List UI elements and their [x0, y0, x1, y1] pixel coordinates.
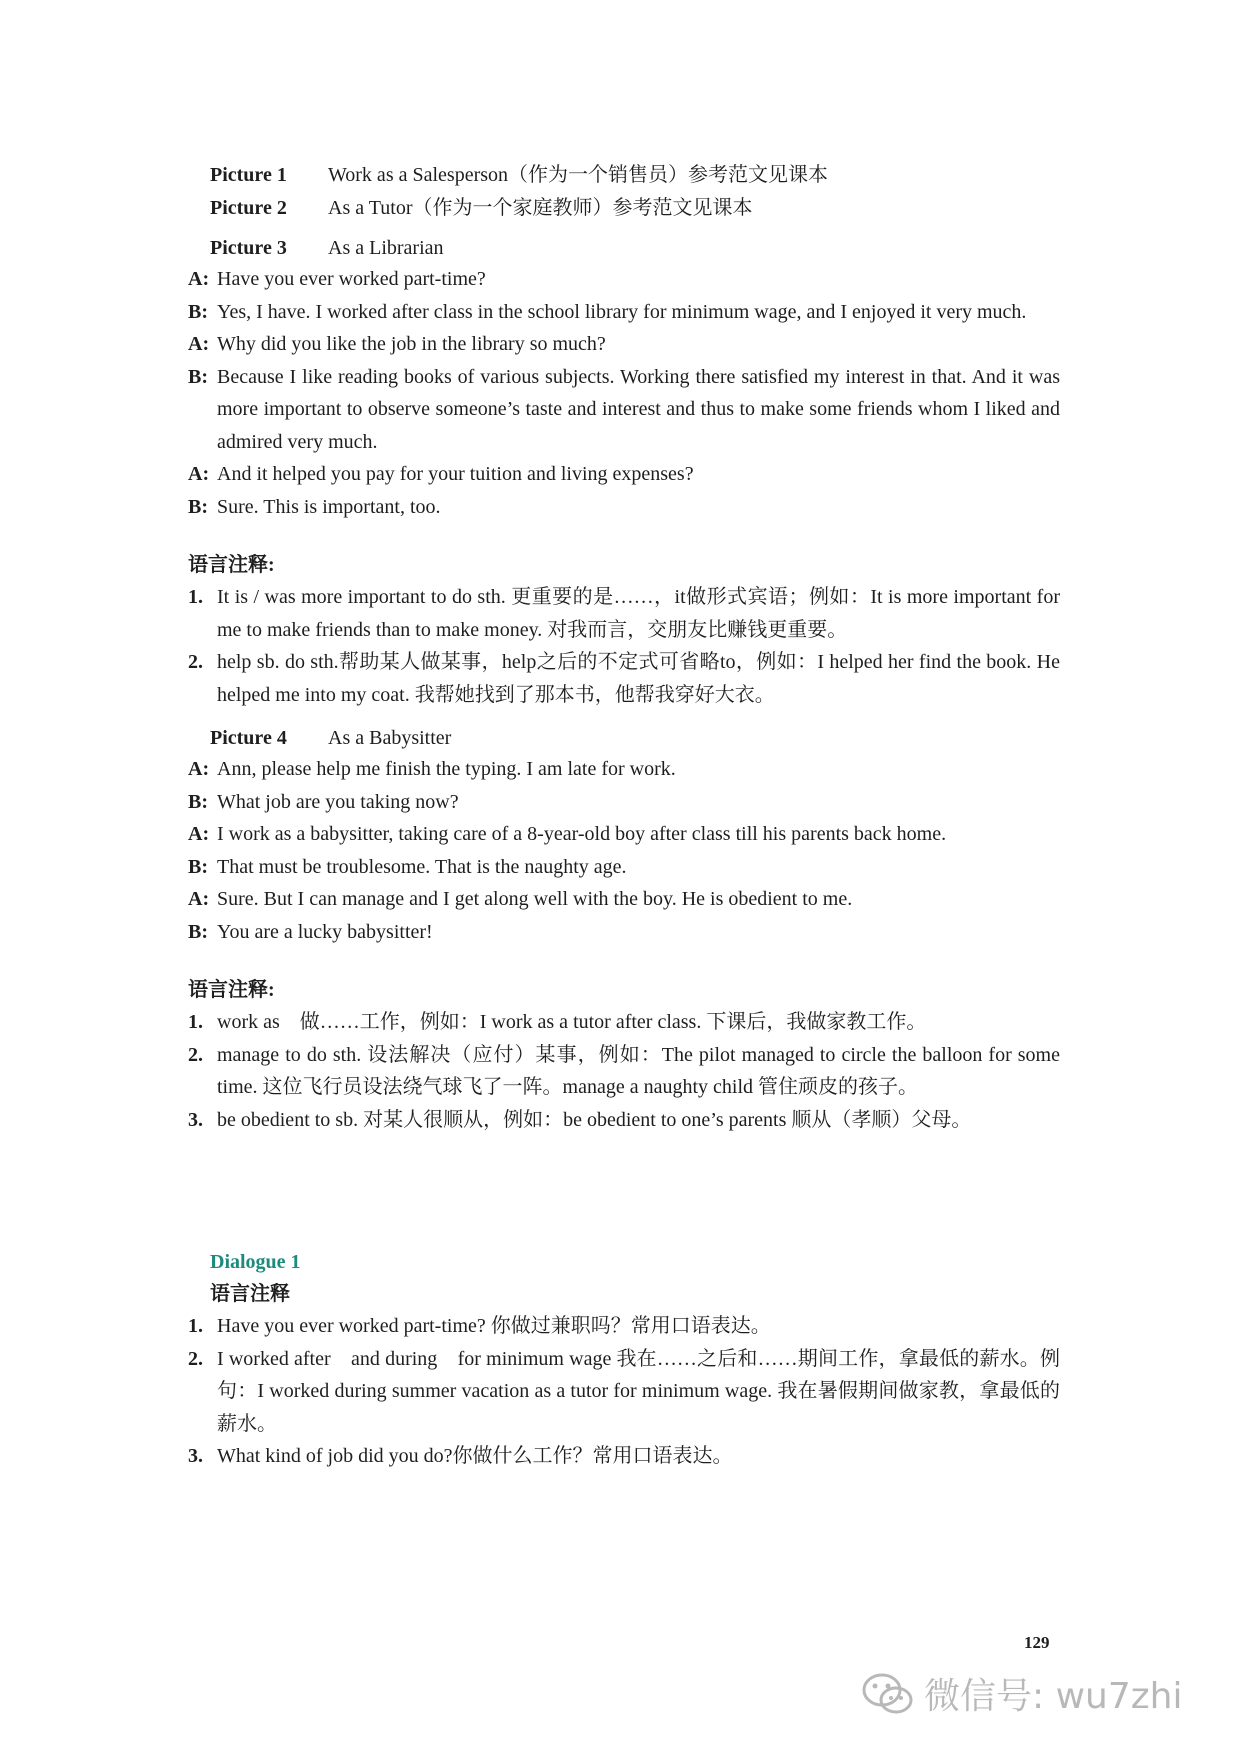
- note-text: work as 做……工作，例如：I work as a tutor after class. 下课后，我做家教工作。: [217, 1011, 927, 1033]
- note-number: 2.: [188, 1043, 203, 1066]
- picture-heading: [210, 193, 1060, 223]
- picture-heading: [210, 160, 1060, 190]
- note-item: [188, 1310, 1060, 1343]
- dialogue-line: [188, 296, 1060, 329]
- note-number: 1.: [188, 1315, 203, 1337]
- picture-label: Picture 2: [210, 197, 287, 219]
- note-number: 3.: [188, 1445, 203, 1467]
- language-notes: [188, 581, 1060, 711]
- picture-heading: [210, 723, 1060, 753]
- speaker: B:: [188, 365, 208, 388]
- note-text: manage to do sth. 设法解决（应付）某事，例如：The pilot managed to circle the balloon for some time. 这位飞行员设法绕气球飞了一阵。manage a naughty child 管住顽皮的孩子。: [217, 1043, 1060, 1098]
- utterance: Yes, I have. I worked after class in the school library for minimum wage, and I enjoyed it very much.: [217, 300, 1027, 323]
- watermark-text: 微信号: wu7zhi: [924, 1676, 1183, 1717]
- note-item: [188, 581, 1060, 646]
- dialogue-line: [188, 263, 1060, 296]
- picture-label: Picture 3: [210, 237, 287, 259]
- utterance: What job are you taking now?: [217, 790, 459, 813]
- dialogue-line: [188, 361, 1060, 459]
- note-text: It is / was more important to do sth. 更重要的是……，it做形式宾语；例如：It is more important for me to make friends than to make money. 对我而言，交朋友比赚钱更重要。: [217, 586, 1060, 641]
- note-text: help sb. do sth.帮助某人做某事，help之后的不定式可省略to，例如：I helped her find the book. He helped me into my coat. 我帮她找到了那本书，他帮我穿好大衣。: [217, 651, 1060, 706]
- note-item: [188, 1440, 1060, 1473]
- dialogue-babysitter: [188, 753, 1060, 948]
- dialogue-line: [188, 786, 1060, 819]
- speaker: B:: [188, 790, 208, 813]
- speaker: A:: [188, 888, 210, 910]
- speaker: A:: [188, 463, 210, 485]
- speaker: A:: [188, 823, 210, 845]
- picture-title: Work as a Salesperson（作为一个销售员）参考范文见课本: [328, 164, 829, 186]
- page-content: [188, 160, 1060, 1473]
- utterance: Because I like reading books of various subjects. Working there satisfied my interest in that. And it was more important to observe someone’s taste and interest and thus to make some friends whom I liked and admired very much.: [217, 365, 1060, 453]
- utterance: You are a lucky babysitter!: [217, 920, 433, 943]
- picture-title: As a Babysitter: [328, 727, 452, 749]
- dialogue-line: [188, 491, 1060, 524]
- note-item: [188, 1006, 1060, 1039]
- speaker: A:: [188, 268, 210, 290]
- picture-title: As a Tutor（作为一个家庭教师）参考范文见课本: [328, 197, 753, 219]
- utterance: Sure. This is important, too.: [217, 495, 441, 518]
- note-number: 2.: [188, 651, 203, 673]
- picture-title: As a Librarian: [328, 237, 444, 259]
- utterance: That must be troublesome. That is the naughty age.: [217, 855, 627, 878]
- dialogue-line: [188, 851, 1060, 884]
- picture-heading: [210, 233, 1060, 263]
- dialogue-line: [188, 916, 1060, 949]
- note-number: 1.: [188, 1011, 203, 1033]
- dialogue-line: [188, 818, 1060, 851]
- speaker: A:: [188, 758, 210, 780]
- note-text: I worked after and during for minimum wage 我在……之后和……期间工作，拿最低的薪水。例句：I worked during summer vacation as a tutor for minimum wage. 我在暑假期间做家教，拿最低的薪水。: [217, 1347, 1060, 1435]
- note-number: 1.: [188, 586, 203, 608]
- picture-label: Picture 4: [210, 727, 287, 749]
- note-text: be obedient to sb. 对某人很顺从，例如：be obedient to one’s parents 顺从（孝顺）父母。: [217, 1108, 972, 1131]
- utterance: Ann, please help me finish the typing. I am late for work.: [217, 758, 676, 780]
- note-item: [188, 1343, 1060, 1441]
- utterance: Have you ever worked part-time?: [217, 268, 486, 290]
- speaker: A:: [188, 333, 210, 355]
- dialogue-line: [188, 458, 1060, 491]
- dialogue-heading: Dialogue 1: [210, 1251, 301, 1273]
- note-text: Have you ever worked part-time? 你做过兼职吗？常用口语表达。: [217, 1315, 771, 1337]
- page-number: 129: [1024, 1633, 1050, 1652]
- dialogue-line: [188, 328, 1060, 361]
- wechat-icon: [860, 1671, 916, 1717]
- note-text: What kind of job did you do?你做什么工作？常用口语表达。: [217, 1445, 733, 1467]
- note-item: [188, 1104, 1060, 1137]
- dialogue-notes: [188, 1310, 1060, 1473]
- dialogue-line: [188, 753, 1060, 786]
- utterance: And it helped you pay for your tuition and living expenses?: [217, 463, 694, 485]
- utterance: Why did you like the job in the library so much?: [217, 333, 606, 355]
- speaker: B:: [188, 300, 208, 323]
- note-number: 3.: [188, 1108, 203, 1131]
- utterance: Sure. But I can manage and I get along well with the boy. He is obedient to me.: [217, 888, 853, 910]
- dialogue-line: [188, 883, 1060, 916]
- notes-heading: 语言注释:: [188, 979, 275, 1001]
- utterance: I work as a babysitter, taking care of a 8-year-old boy after class till his parents back home.: [217, 823, 947, 845]
- speaker: B:: [188, 920, 208, 943]
- picture-label: Picture 1: [210, 164, 287, 186]
- speaker: B:: [188, 495, 208, 518]
- notes-subheading: 语言注释: [210, 1283, 290, 1305]
- watermark: [860, 1668, 1182, 1719]
- dialogue-librarian: [188, 263, 1060, 523]
- note-item: [188, 1039, 1060, 1104]
- note-number: 2.: [188, 1347, 203, 1370]
- notes-heading: 语言注释:: [188, 554, 275, 576]
- speaker: B:: [188, 855, 208, 878]
- language-notes: [188, 1006, 1060, 1136]
- note-item: [188, 646, 1060, 711]
